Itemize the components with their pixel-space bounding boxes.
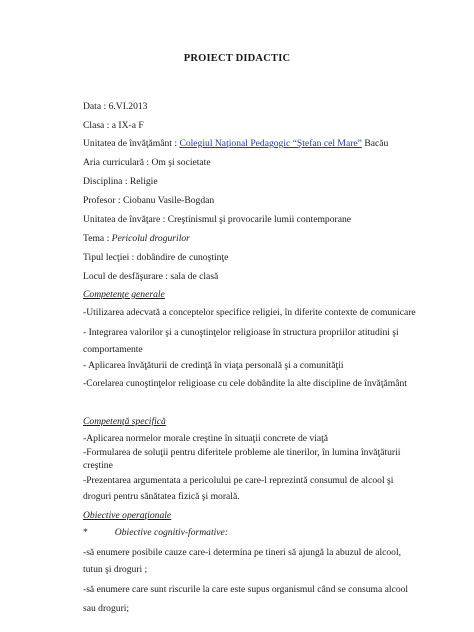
school-link[interactable]: Colegiul Naţional Pedagogic “Ştefan cel Mare” bbox=[179, 138, 362, 149]
discipline-line: Disciplina : Religie bbox=[83, 176, 158, 187]
school-city: Bacău bbox=[361, 138, 389, 149]
school-label: Unitatea de învăţământ : bbox=[83, 138, 180, 149]
teacher-line: Profesor : Ciobanu Vasile-Bogdan bbox=[83, 195, 215, 206]
document-title: PROIECT DIDACTIC bbox=[183, 53, 291, 64]
curricular-area-line: Aria curriculară : Om şi societate bbox=[83, 157, 211, 168]
cognitive-objectives-subheading: Obiective cognitiv-formative: bbox=[114, 527, 229, 538]
general-competence-item: -Utilizarea adecvată a conceptelor specifice religiei, în diferite contexte de comunicare bbox=[83, 307, 416, 318]
location-line: Locul de desfăşurare : sala de clasă bbox=[83, 271, 219, 282]
general-competences-heading: Competenţe generale bbox=[83, 289, 165, 300]
cognitive-objectives-line bbox=[83, 527, 228, 539]
specific-competence-heading: Competenţă specifică bbox=[83, 416, 166, 427]
theme-label: Tema : bbox=[83, 233, 112, 244]
general-competence-item: -Corelarea cunoştinţelor religioase cu cele dobândite la alte discipline de învăţământ bbox=[83, 378, 407, 389]
specific-competence-item: -Aplicarea normelor morale creştine în situaţii concrete de viaţă bbox=[83, 433, 329, 444]
general-competence-item: - Integrarea valorilor şi a cunoştinţelor religioase în structura propriilor atitudini şi comportamente bbox=[83, 327, 399, 355]
lesson-type-line: Tipul lecţiei : dobândire de cunoştinţe bbox=[83, 252, 229, 263]
date-line: Data : 6.VI.2013 bbox=[83, 101, 148, 112]
specific-competence-item: -Prezentarea argumentata a pericolului pe care-l reprezintă consumul de alcool şi droguri pentru sănătatea fizică şi morală. bbox=[83, 475, 394, 502]
cognitive-objective-item: -să enumere posibile cauze care-i determina pe tineri să ajungă la abuzul de alcool, tutun şi droguri ; bbox=[83, 547, 402, 575]
specific-competence-item: -Formularea de soluţii pentru diferitele probleme ale tinerilor, în lumina învăţăturii creştine bbox=[83, 447, 401, 471]
operational-objectives-heading: Obiective operaţionale bbox=[83, 510, 172, 521]
general-competence-item: - Aplicarea învăţăturii de credinţă în viaţa personală şi a comunităţii bbox=[83, 360, 344, 371]
learning-unit-line: Unitatea de învăţare : Creştinismul şi provocarile lumii contemporane bbox=[83, 214, 352, 225]
school-line bbox=[83, 138, 388, 150]
theme-line bbox=[83, 233, 190, 245]
bullet-icon: * bbox=[83, 527, 88, 538]
cognitive-objective-item: -să enumere care sunt riscurile la care este supus organismul când se consuma alcool sau droguri; bbox=[83, 584, 409, 614]
theme-value: Pericolul drogurilor bbox=[111, 233, 190, 244]
class-line: Clasa : a IX-a F bbox=[83, 120, 144, 131]
